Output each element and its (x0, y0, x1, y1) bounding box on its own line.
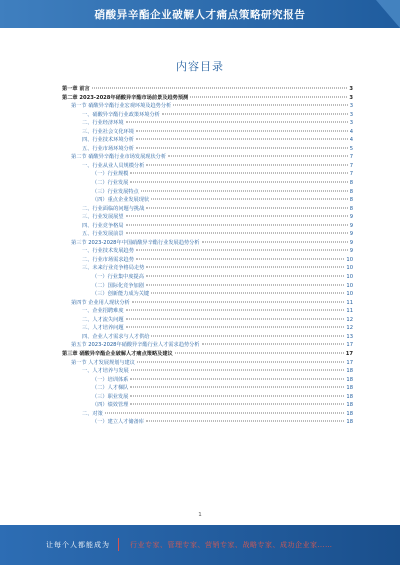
toc-entry-page: 8 (349, 205, 353, 212)
toc-entry[interactable] (62, 111, 353, 120)
toc-leader-dots (202, 344, 345, 345)
toc-entry-page: 4 (349, 128, 353, 135)
toc-entry-label: （一）培训体系 (92, 376, 129, 383)
toc-entry-page: 9 (349, 248, 353, 255)
report-title: 硝酸异辛酯企业破解人才痛点策略研究报告 (94, 9, 306, 21)
toc-entry[interactable] (62, 341, 353, 350)
toc-leader-dots (130, 378, 344, 379)
toc-entry-page: 11 (346, 299, 353, 306)
toc-entry-page: 10 (346, 291, 353, 298)
toc-leader-dots (126, 216, 348, 217)
footer-banner (0, 525, 400, 565)
toc-entry-page: 10 (346, 282, 353, 289)
toc-entry-label: （二）人才梯队 (92, 385, 129, 392)
toc-leader-dots (126, 327, 345, 328)
header-banner (0, 0, 400, 28)
footer-slogan-right: 行业专家、管理专家、营销专家、战略专家、成功企业家…… (130, 541, 333, 549)
toc-entry[interactable] (62, 359, 353, 368)
toc-leader-dots (126, 233, 348, 234)
toc-entry[interactable] (62, 410, 353, 419)
toc-leader-dots (105, 412, 345, 413)
toc-leader-dots (202, 241, 348, 242)
toc-entry-page: 9 (349, 231, 353, 238)
toc-entry[interactable] (62, 170, 353, 179)
toc-entry-label: 四、行业竞争格局 (82, 222, 124, 229)
page-number: 1 (198, 512, 202, 518)
toc-leader-dots (146, 284, 345, 285)
table-of-contents (62, 85, 353, 427)
toc-entry-page: 3 (349, 111, 353, 118)
toc-entry[interactable] (62, 324, 353, 333)
toc-entry-label: （四）绩效管理 (92, 402, 129, 409)
toc-entry-page: 13 (346, 333, 353, 340)
toc-leader-dots (136, 139, 348, 140)
toc-entry-label: 第一章 前言 (62, 86, 90, 92)
toc-entry-page: 9 (349, 222, 353, 229)
toc-entry-label: 第三节 2023-2028年中国硝酸异辛酯行业发展趋势分析 (71, 239, 200, 246)
toc-leader-dots (146, 276, 345, 277)
toc-entry-page: 12 (346, 325, 353, 332)
toc-entry-label: 五、行业市场环境分析 (82, 145, 134, 152)
toc-leader-dots (151, 199, 348, 200)
toc-entry[interactable] (62, 213, 353, 222)
toc-entry-label: 一、行业技术发展趋势 (82, 248, 134, 255)
toc-entry-label: 二、行业市场需求趋势 (82, 256, 134, 263)
toc-leader-dots (136, 258, 345, 259)
toc-entry-page: 18 (346, 402, 353, 409)
toc-leader-dots (126, 310, 345, 311)
toc-entry-page: 3 (349, 103, 353, 110)
toc-entry-label: 四、行业技术环境分析 (82, 137, 134, 144)
toc-entry-page: 8 (349, 197, 353, 204)
toc-leader-dots (126, 318, 345, 319)
toc-leader-dots (175, 352, 344, 353)
toc-entry-label: （三）职业发展 (92, 393, 129, 400)
toc-entry-label: 四、企业人才需求与人才供给 (82, 333, 150, 340)
toc-entry[interactable] (62, 153, 353, 162)
toc-entry-label: （一）建立人才储备库 (92, 419, 144, 426)
toc-entry[interactable] (62, 273, 353, 282)
toc-entry-page: 10 (346, 274, 353, 281)
toc-leader-dots (151, 293, 344, 294)
toc-entry[interactable] (62, 256, 353, 265)
toc-entry-label: （一）行业集中度提高 (92, 274, 144, 281)
toc-entry-page: 18 (346, 368, 353, 375)
toc-entry[interactable] (62, 307, 353, 316)
toc-leader-dots (130, 395, 344, 396)
toc-entry-label: 三、人才培养问题 (82, 325, 124, 332)
toc-entry-page: 4 (349, 137, 353, 144)
toc-leader-dots (141, 190, 348, 191)
toc-leader-dots (131, 370, 345, 371)
toc-entry-page: 18 (346, 385, 353, 392)
toc-entry[interactable] (62, 230, 353, 239)
toc-entry[interactable] (62, 247, 353, 256)
toc-entry-page: 8 (349, 188, 353, 195)
toc-entry-page: 5 (349, 145, 353, 152)
toc-leader-dots (130, 173, 347, 174)
toc-entry-page: 10 (346, 256, 353, 263)
toc-entry[interactable] (62, 136, 353, 145)
toc-entry-label: 第五节 2023-2028年硝酸异辛酯行业人才需求趋势分析 (71, 342, 200, 349)
toc-entry-page: 17 (346, 342, 353, 349)
toc-entry-label: 第一节 人才发展规划与建议 (71, 359, 135, 366)
toc-entry-label: 第一节 硝酸异辛酯行业宏观环境及趋势分析 (71, 103, 172, 110)
toc-leader-dots (130, 404, 344, 405)
toc-leader-dots (126, 224, 348, 225)
toc-entry[interactable] (62, 376, 353, 385)
toc-entry[interactable] (62, 393, 353, 402)
toc-entry-page: 9 (349, 214, 353, 221)
toc-leader-dots (173, 105, 347, 106)
toc-entry-page: 18 (346, 393, 353, 400)
toc-leader-dots (130, 387, 344, 388)
toc-leader-dots (126, 122, 348, 123)
toc-entry[interactable] (62, 316, 353, 325)
toc-leader-dots (130, 182, 347, 183)
toc-entry[interactable] (62, 179, 353, 188)
toc-entry-page: 17 (346, 359, 353, 366)
toc-leader-dots (190, 96, 347, 97)
toc-entry-label: （二）行业发展 (92, 180, 129, 187)
toc-leader-dots (146, 164, 347, 165)
toc-entry-label: （一）行业规模 (92, 171, 129, 178)
toc-leader-dots (162, 113, 348, 114)
toc-heading: 内容目录 (176, 60, 224, 73)
toc-leader-dots (136, 130, 348, 131)
toc-entry-page: 3 (349, 94, 353, 101)
toc-entry-label: （三）行业发展特点 (92, 188, 139, 195)
toc-entry-label: 五、行业发展前景 (82, 231, 124, 238)
toc-entry[interactable] (62, 299, 353, 308)
toc-entry-label: （二）国际化竞争加剧 (92, 282, 144, 289)
toc-leader-dots (146, 207, 347, 208)
toc-leader-dots (146, 421, 345, 422)
toc-entry-page: 17 (345, 350, 353, 357)
toc-leader-dots (136, 250, 348, 251)
toc-entry-page: 8 (349, 180, 353, 187)
toc-entry[interactable] (62, 85, 353, 94)
toc-entry-page: 12 (346, 316, 353, 323)
toc-entry-label: 第二节 硝酸异辛酯行业市场发展现状分析 (71, 154, 167, 161)
toc-entry-page: 18 (346, 410, 353, 417)
toc-entry[interactable] (62, 418, 353, 427)
toc-entry-label: 二、对策 (82, 410, 103, 417)
toc-entry[interactable] (62, 94, 353, 103)
toc-entry[interactable] (62, 222, 353, 231)
toc-entry-page: 7 (349, 154, 353, 161)
toc-entry-label: 三、未来行业竞争格局走势 (82, 265, 145, 272)
toc-entry-label: 一、行业从业人员规模分析 (82, 162, 145, 169)
toc-entry[interactable] (62, 102, 353, 111)
toc-entry-label: （三）创新能力成为关键 (92, 291, 150, 298)
toc-entry[interactable] (62, 290, 353, 299)
footer-divider (118, 538, 119, 551)
toc-entry[interactable] (62, 367, 353, 376)
toc-entry-page: 11 (346, 308, 353, 315)
toc-entry-page: 3 (349, 86, 353, 92)
toc-entry[interactable] (62, 384, 353, 393)
toc-leader-dots (146, 267, 344, 268)
toc-entry-label: 第三章 硝酸异辛酯企业破解人才痛点策略及建议 (62, 350, 173, 357)
toc-leader-dots (151, 335, 344, 336)
toc-entry-page: 18 (346, 419, 353, 426)
toc-entry[interactable] (62, 350, 353, 359)
toc-leader-dots (137, 361, 344, 362)
toc-entry-label: 三、行业发展展望 (82, 214, 124, 221)
header-decoration (376, 0, 400, 28)
toc-entry[interactable] (62, 401, 353, 410)
toc-leader-dots (136, 147, 348, 148)
toc-entry-page: 7 (349, 171, 353, 178)
toc-entry[interactable] (62, 196, 353, 205)
toc-entry-label: 二、人才流失问题 (82, 316, 124, 323)
toc-entry[interactable] (62, 282, 353, 291)
toc-entry[interactable] (62, 264, 353, 273)
toc-entry[interactable] (62, 145, 353, 154)
toc-entry-label: 三、行业社会文化环境 (82, 128, 134, 135)
toc-entry[interactable] (62, 205, 353, 214)
toc-entry-page: 10 (346, 265, 353, 272)
toc-entry-label: 一、人才培养与发展 (82, 368, 129, 375)
toc-entry[interactable] (62, 239, 353, 248)
toc-entry-label: 一、硝酸异辛酯行业政策环境分析 (82, 111, 160, 118)
toc-entry[interactable] (62, 333, 353, 342)
toc-entry[interactable] (62, 119, 353, 128)
toc-entry[interactable] (62, 188, 353, 197)
toc-entry-label: 一、企业招聘难度 (82, 308, 124, 315)
toc-entry-page: 9 (349, 239, 353, 246)
toc-entry-label: （四）重点企业发展现状 (92, 197, 150, 204)
toc-entry-page: 3 (349, 120, 353, 127)
toc-entry-label: 第四节 企业用人现状分析 (71, 299, 130, 306)
footer-slogan-left: 让每个人都能成为 (46, 541, 110, 549)
toc-entry-label: 二、行业面临的问题与挑战 (82, 205, 145, 212)
toc-entry[interactable] (62, 128, 353, 137)
toc-entry-page: 7 (349, 162, 353, 169)
toc-entry-label: 二、行业经济环境 (82, 120, 124, 127)
toc-leader-dots (92, 88, 348, 89)
toc-leader-dots (132, 301, 345, 302)
toc-entry[interactable] (62, 162, 353, 171)
toc-entry-page: 18 (346, 376, 353, 383)
toc-leader-dots (168, 156, 348, 157)
toc-entry-label: 第二章 2023-2028年硝酸异辛酯市场前景及趋势预测 (62, 94, 189, 101)
